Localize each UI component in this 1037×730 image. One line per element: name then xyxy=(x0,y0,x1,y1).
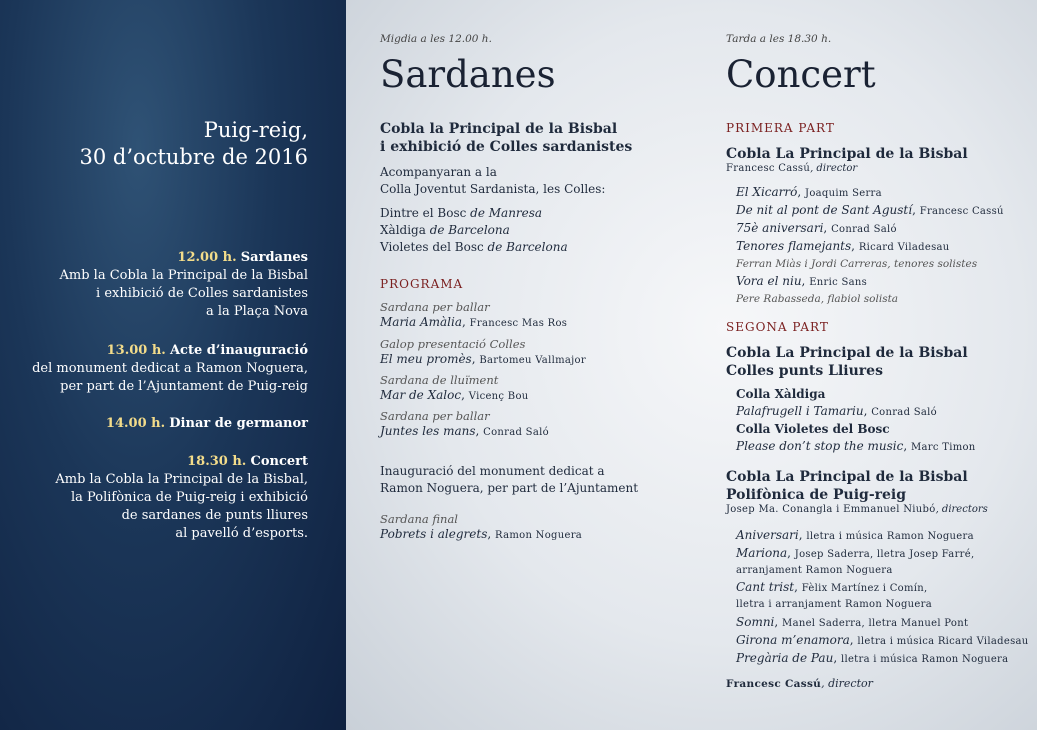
event-title: Concert xyxy=(250,454,308,469)
piece-cont: arranjament Ramon Noguera xyxy=(736,565,893,576)
date-line-2: 30 d’octubre de 2016 xyxy=(79,145,308,169)
programa-item: Galop presentació Colles El meu promès, Bartomeu Vallmajor xyxy=(380,337,586,366)
programa-item: Sardana de lluïment Mar de Xaloc, Vicenç Bou xyxy=(380,373,529,402)
event-time: 18.30 h. xyxy=(187,454,247,469)
piece: Tenores flamejants, Ricard Viladesau xyxy=(736,239,950,253)
part1-title: Cobla La Principal de la Bisbal xyxy=(726,146,968,162)
event-block xyxy=(55,453,308,543)
event-line: de sardanes de punts lliures xyxy=(121,508,308,523)
piece-note: Ferran Miàs i Jordi Carreras, tenores solistes xyxy=(736,258,978,270)
colles-list xyxy=(380,205,568,256)
final-director: Francesc Cassú, director xyxy=(726,677,873,690)
right-panel xyxy=(346,0,1037,730)
event-date xyxy=(80,117,308,171)
programa-list xyxy=(380,300,586,445)
event-title: Dinar de germanor xyxy=(169,416,308,431)
final-sardana: Sardana final Pobrets i alegrets, Ramon Noguera xyxy=(380,512,583,541)
event-time: 14.00 h. xyxy=(105,416,166,431)
part1-label: PRIMERA PART xyxy=(726,121,835,135)
part1-list xyxy=(736,184,1004,308)
colla-item: Dintre el Bosc de Manresa xyxy=(380,206,543,220)
part2-title: Cobla La Principal de la Bisbal Colles punts Lliures xyxy=(726,345,968,379)
event-block xyxy=(106,415,308,433)
part3-list xyxy=(736,527,1029,668)
sardanes-heading: Sardanes xyxy=(380,53,556,96)
piece: Palafrugell i Tamariu, Conrad Saló xyxy=(736,404,937,418)
colla-item: Xàldiga de Barcelona xyxy=(380,223,510,237)
piece: De nit al pont de Sant Agustí, Francesc Cassú xyxy=(736,203,1004,217)
event-line: a la Plaça Nova xyxy=(205,304,308,319)
left-panel xyxy=(0,0,346,730)
programa-item: Sardana per ballar Juntes les mans, Conrad Saló xyxy=(380,409,549,438)
piece: Somni, Manel Saderra, lletra Manuel Pont xyxy=(736,614,969,629)
concert-time: Tarda a les 18.30 h. xyxy=(726,33,832,45)
piece: Aniversari, lletra i música Ramon Noguera xyxy=(736,528,974,542)
event-line: i exhibició de Colles sardanistes xyxy=(96,286,308,301)
acc-line: Acompanyaran a la xyxy=(380,165,497,179)
piece-cont: lletra i arranjament Ramon Noguera xyxy=(736,599,932,611)
piece: Please don’t stop the music, Marc Timon xyxy=(736,439,976,453)
colla-item: Violetes del Bosc de Barcelona xyxy=(380,240,568,254)
event-time: 13.00 h. xyxy=(106,343,166,358)
piece: Pregària de Pau, lletra i música Ramon Noguera xyxy=(736,650,1009,665)
programa-item: Sardana per ballar Maria Amàlia, Francesc Mas Ros xyxy=(380,300,568,329)
sardanes-time: Migdia a les 12.00 h. xyxy=(380,33,492,45)
part3-directors: Josep Ma. Conangla i Emmanuel Niubó, directors xyxy=(726,504,988,515)
event-line: Amb la Cobla la Principal de la Bisbal xyxy=(59,268,308,283)
piece: El Xicarró, Joaquim Serra xyxy=(736,185,882,199)
acc-rest: , les Colles: xyxy=(535,182,606,196)
inauguration-note: Inauguració del monument dedicat a Ramon Noguera, per part de l’Ajuntament xyxy=(380,464,639,495)
piece: Vora el niu, Enric Sans xyxy=(736,274,868,288)
event-line: del monument dedicat a Ramon Noguera, xyxy=(32,361,308,376)
part2-label: SEGONA PART xyxy=(726,320,829,334)
part1-director: Francesc Cassú, director xyxy=(726,163,858,174)
piece: Mariona, Josep Saderra, lletra Josep Farré, xyxy=(736,546,975,560)
event-line: per part de l’Ajuntament de Puig-reig xyxy=(60,379,308,394)
piece: Girona m’enamora, lletra i música Ricard Viladesau xyxy=(736,632,1029,647)
concert-heading: Concert xyxy=(726,53,876,96)
piece-note: Pere Rabasseda, flabiol solista xyxy=(736,293,899,305)
event-block xyxy=(32,342,308,396)
sardanes-subtitle: Cobla la Principal de la Bisbal i exhibició de Colles sardanistes xyxy=(380,121,633,155)
event-line: Amb la Cobla la Principal de la Bisbal, xyxy=(55,472,308,487)
event-block xyxy=(60,249,308,321)
part2-list xyxy=(736,386,976,456)
piece: 75è aniversari, Conrad Saló xyxy=(736,221,897,235)
event-title: Sardanes xyxy=(240,250,308,265)
programa-label: PROGRAMA xyxy=(380,277,464,291)
event-line: la Polifònica de Puig-reig i exhibició xyxy=(71,490,308,505)
colla-name: Colla Violetes del Bosc xyxy=(736,422,890,436)
piece: Cant trist, Fèlix Martínez i Comín, xyxy=(736,580,928,595)
date-line-1: Puig-reig, xyxy=(203,118,308,142)
event-time: 12.00 h. xyxy=(177,250,237,265)
colla-name: Colla Xàldiga xyxy=(736,387,826,401)
event-title: Acte d’inauguració xyxy=(169,343,308,358)
accompaniment xyxy=(380,164,605,198)
part3-title: Cobla La Principal de la Bisbal Polifònica de Puig-reig xyxy=(726,469,968,503)
acc-colla: Colla Joventut Sardanista xyxy=(380,182,536,196)
event-line: al pavelló d’esports. xyxy=(175,526,308,541)
